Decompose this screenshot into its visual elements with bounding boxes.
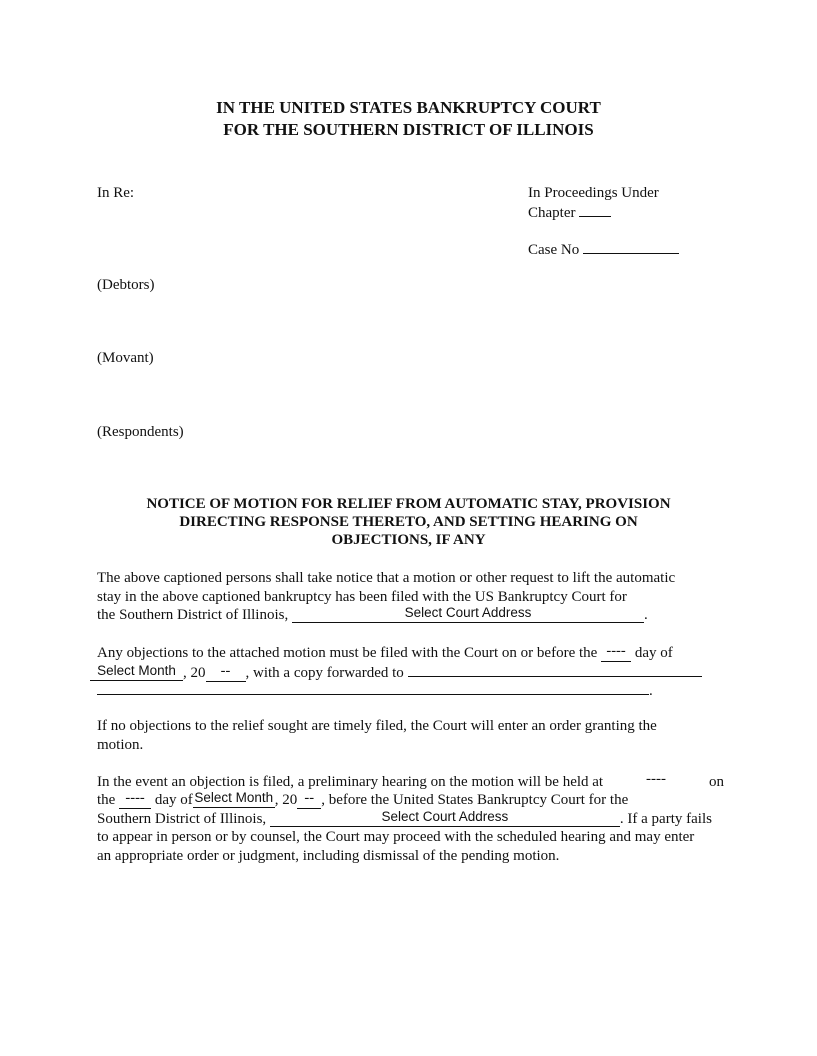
notice-title-line3: OBJECTIONS, IF ANY [331, 532, 486, 548]
para1-line2: stay in the above captioned bankruptcy has been filed with the US Bankruptcy Court for [97, 589, 627, 605]
hearing-year-select[interactable] [297, 790, 321, 809]
objection-month-value: Select Month [97, 663, 176, 678]
objection-year-value: -- [220, 663, 231, 679]
para2-day-suffix: day of [634, 645, 673, 661]
para4-line3-prefix: Southern District of Illinois, [97, 811, 267, 827]
chapter-label: Chapter [528, 205, 576, 221]
para2-year-prefix: , 20 [183, 665, 206, 681]
para4-line4: to appear in person or by counsel, the Court may proceed with the scheduled hearing and may enter [97, 829, 695, 845]
objection-day-select[interactable] [601, 643, 631, 662]
objection-month-select[interactable] [90, 665, 183, 681]
hearing-month-select[interactable] [193, 792, 275, 808]
para2-prefix: Any objections to the attached motion must be filed with the Court on or before the [97, 645, 598, 661]
hearing-day-value: ---- [125, 790, 145, 806]
hearing-time-select[interactable] [646, 770, 666, 788]
para4-line3-suffix: . If a party fails [619, 811, 712, 827]
para2-copy-text: , with a copy forwarded to [245, 665, 404, 681]
hearing-time-value: ---- [646, 771, 666, 787]
hearing-court-address-value: Select Court Address [381, 809, 509, 824]
hearing-court-address-select[interactable] [270, 811, 620, 827]
para4-line1 [97, 773, 603, 791]
court-heading-line2: FOR THE SOUTHERN DISTRICT OF ILLINOIS [223, 120, 594, 139]
case-no-line [528, 239, 679, 259]
movant-label: (Movant) [97, 350, 154, 366]
proceedings-label: In Proceedings Under [528, 185, 659, 201]
para2-line3 [97, 680, 653, 700]
para4-the: the [97, 792, 116, 808]
copy-recipient-field-continued[interactable] [97, 680, 649, 695]
debtors-label: (Debtors) [97, 277, 155, 293]
para4-day-of: day of [154, 792, 193, 808]
para4-year-prefix: , 20 [274, 792, 298, 808]
case-no-label: Case No [528, 242, 580, 258]
para4-line1-prefix: In the event an objection is filed, a preliminary hearing on the motion will be held at [97, 774, 604, 790]
para4-line2 [97, 791, 628, 809]
objection-day-value: ---- [606, 643, 626, 659]
para2-line2 [90, 662, 702, 682]
para2-line1 [97, 644, 673, 662]
notice-title-line1: NOTICE OF MOTION FOR RELIEF FROM AUTOMATIC STAY, PROVISION [146, 496, 671, 512]
chapter-line [528, 202, 611, 222]
notice-title-line2: DIRECTING RESPONSE THERETO, AND SETTING HEARING ON [179, 514, 638, 530]
para3-line1: If no objections to the relief sought are timely filed, the Court will enter an order granting the [97, 718, 657, 734]
para4-line2-suffix: , before the United States Bankruptcy Court for the [321, 792, 629, 808]
chapter-field[interactable] [579, 202, 611, 217]
court-address-select[interactable] [292, 607, 644, 623]
court-heading-line1: IN THE UNITED STATES BANKRUPTCY COURT [216, 98, 601, 117]
para3-line2: motion. [97, 737, 144, 753]
court-address-value: Select Court Address [404, 605, 532, 620]
para1-line3-suffix: . [643, 607, 648, 623]
copy-recipient-field[interactable] [408, 662, 702, 677]
hearing-year-value: -- [304, 790, 315, 806]
hearing-month-value: Select Month [194, 790, 274, 805]
para4-line3 [97, 810, 712, 828]
para1-line3-prefix: the Southern District of Illinois, [97, 607, 289, 623]
para1-line1: The above captioned persons shall take notice that a motion or other request to lift the automatic [97, 570, 676, 586]
respondents-label: (Respondents) [97, 424, 184, 440]
case-no-field[interactable] [583, 239, 679, 254]
in-re-label: In Re: [97, 185, 135, 201]
para2-end: . [649, 683, 653, 699]
para1-line3 [97, 606, 648, 624]
para4-line5: an appropriate order or judgment, including dismissal of the pending motion. [97, 848, 560, 864]
para4-on: on [709, 774, 724, 790]
hearing-day-select[interactable] [119, 790, 151, 809]
